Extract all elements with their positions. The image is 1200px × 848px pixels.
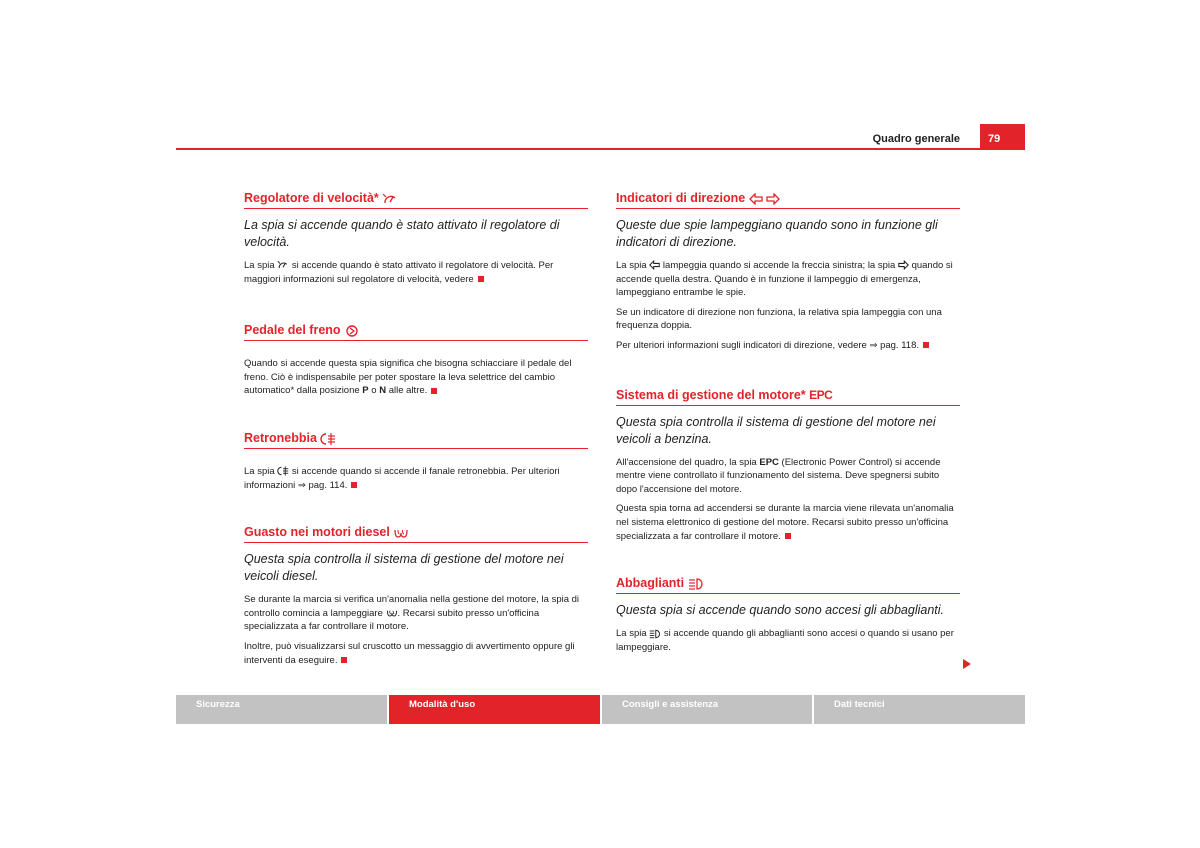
text: Se durante la marcia si verifica un'anomalia nella gestione del motore, la spia di controllo comincia a lampeggiare — [244, 594, 580, 619]
reference-arrow: ⇒ — [869, 339, 878, 351]
section-lead: La spia si accende quando è stato attivato il regolatore di velocità. — [244, 218, 560, 249]
footer-tab-modalita-duso[interactable]: Modalità d'uso — [389, 695, 600, 724]
text: Quando si accende questa spia significa che bisogna schiacciare il pedale del freno. Ciò è indispensabile per poter spostare la leva selettrice del cambio automatico* dalla posizione — [244, 358, 572, 397]
text: Inoltre, può visualizzarsi sul cruscotto un messaggio di avvertimento oppure gli interventi da eseguire. — [244, 640, 575, 666]
end-of-section-marker — [351, 482, 357, 488]
heading-text: Pedale del freno — [244, 323, 341, 338]
section-body — [244, 593, 588, 634]
text: si accende quando gli abbaglianti sono accesi o quando si usano per lampeggiare. — [616, 628, 954, 653]
turn-left-arrow-icon — [749, 193, 763, 205]
section-body — [244, 640, 588, 667]
turn-right-arrow-icon — [898, 260, 909, 270]
glow-plug-icon — [393, 527, 409, 539]
section-body — [616, 339, 960, 353]
text: o — [371, 385, 377, 397]
text: lampeggia quando si accende la freccia sinistra; la spia — [662, 260, 896, 271]
section-engine-management — [616, 385, 960, 544]
section-heading — [616, 573, 960, 594]
section-body — [616, 502, 960, 543]
high-beam-icon — [649, 629, 661, 639]
epc-icon: EPC — [809, 387, 833, 402]
section-body — [616, 456, 960, 497]
text: si accende quando è stato attivato il regolatore di velocità. Per maggiori informazioni sul regolatore di velocità, vedere — [244, 260, 554, 285]
turn-right-arrow-icon — [766, 193, 780, 205]
right-column — [616, 188, 960, 654]
turn-left-arrow-icon — [649, 260, 660, 270]
reference-arrow: ⇒ — [297, 479, 306, 491]
left-column — [244, 188, 588, 667]
rear-fog-light-icon — [277, 466, 289, 476]
section-high-beam — [616, 573, 960, 654]
section-body — [616, 259, 960, 300]
footer-tab-sicurezza[interactable]: Sicurezza — [176, 695, 387, 724]
text: Per ulteriori informazioni sugli indicatori di direzione, vedere — [616, 339, 867, 351]
text: La spia — [616, 628, 647, 640]
section-lead: Questa spia si accende quando sono accesi gli abbaglianti. — [616, 603, 944, 618]
section-body — [244, 357, 588, 398]
section-body — [244, 465, 588, 492]
text: si accende quando si accende il fanale retronebbia. Per ulteriori informazioni — [244, 465, 560, 491]
heading-text: Guasto nei motori diesel — [244, 525, 390, 540]
text: alle altre. — [388, 385, 428, 397]
page-number: 79 — [980, 124, 1025, 148]
section-heading — [244, 320, 588, 341]
end-of-section-marker — [341, 657, 347, 663]
heading-text: Retronebbia — [244, 430, 317, 445]
gear-n: N — [379, 385, 387, 397]
cruise-control-icon — [382, 193, 398, 205]
section-heading — [244, 428, 588, 449]
section-turn-signals — [616, 188, 960, 353]
section-heading — [616, 188, 960, 209]
text: Questa spia torna ad accendersi se durante la marcia viene rilevata un'anomalia nel sistema elettronico di gestione del motore. Recarsi subito presso un'officina specializzata a far controllare il motore. — [616, 503, 954, 542]
section-lead: Queste due spie lampeggiano quando sono in funzione gli indicatori di direzione. — [616, 218, 938, 249]
section-lead: Questa spia controlla il sistema di gestione del motore nei veicoli diesel. — [244, 552, 564, 584]
text: La spia — [244, 465, 275, 477]
text: . Recarsi subito presso un'officina specializzata a far controllare il motore. — [244, 607, 540, 633]
epc-icon: EPC — [759, 456, 779, 468]
section-lead: Questa spia controlla il sistema di gestione del motore nei veicoli a benzina. — [616, 414, 936, 446]
section-brake-pedal — [244, 320, 588, 398]
gear-p: P — [362, 385, 369, 397]
text: quando si accende quella destra. Quando è in funzione il lampeggio di emergenza, lampeggiano entrambe le spie. — [616, 260, 953, 299]
footer-tab-dati-tecnici[interactable]: Dati tecnici — [814, 695, 1025, 724]
section-heading — [244, 188, 588, 209]
section-heading — [616, 385, 960, 406]
glow-plug-icon — [386, 608, 398, 618]
section-body — [244, 259, 588, 286]
header-rule — [176, 148, 1025, 150]
heading-text: Sistema di gestione del motore* — [616, 387, 806, 402]
rear-fog-light-icon — [320, 433, 336, 445]
end-of-section-marker — [478, 276, 484, 282]
text: (Electronic Power Control) si accende mentre viene controllato il funzionamento del sistema. Deve spegnersi subito dopo l'accensione del motore. — [616, 456, 941, 495]
end-of-section-marker — [785, 533, 791, 539]
page-reference[interactable]: pag. 118. — [880, 339, 919, 351]
section-rear-fog — [244, 428, 588, 492]
end-of-section-marker — [431, 388, 437, 394]
heading-text: Indicatori di direzione — [616, 191, 746, 205]
heading-text: Abbaglianti — [616, 576, 685, 591]
cruise-control-icon — [277, 260, 289, 270]
text: La spia — [616, 260, 647, 271]
section-cruise-control — [244, 188, 588, 286]
brake-pedal-icon — [344, 325, 360, 337]
continue-arrow-icon[interactable] — [963, 659, 971, 669]
section-body: Se un indicatore di direzione non funziona, la relativa spia lampeggia con una frequenza doppia. — [616, 306, 942, 332]
end-of-section-marker — [923, 342, 929, 348]
page-reference[interactable]: pag. 114. — [308, 479, 348, 491]
running-header-title: Quadro generale — [872, 133, 960, 145]
high-beam-icon — [688, 578, 704, 590]
section-body — [616, 627, 960, 654]
footer-tab-consigli-assistenza[interactable]: Consigli e assistenza — [602, 695, 812, 724]
text: La spia — [244, 260, 275, 271]
text: All'accensione del quadro, la spia — [616, 456, 757, 468]
section-diesel-fault — [244, 522, 588, 667]
heading-text: Regolatore di velocità* — [244, 191, 379, 205]
section-heading — [244, 522, 588, 543]
